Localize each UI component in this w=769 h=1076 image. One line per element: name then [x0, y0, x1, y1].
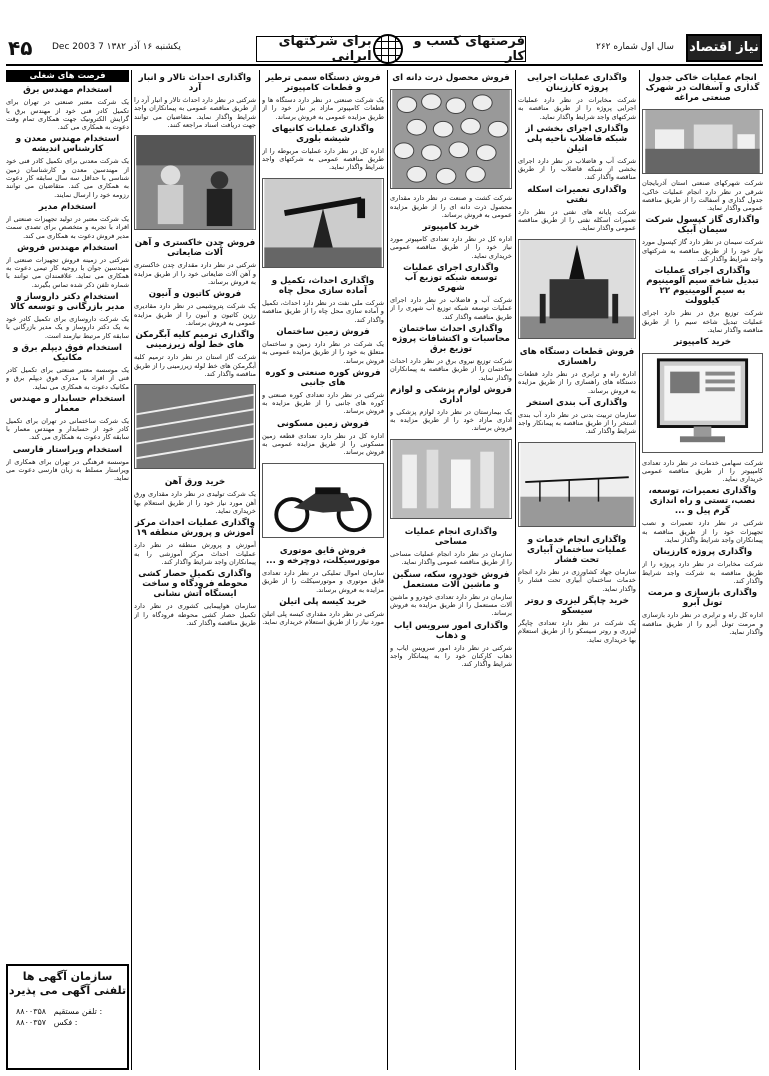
ad-box: [6, 964, 129, 1070]
article-headline: خرید کامپیوتر: [422, 222, 480, 233]
article-headline: واگذاری گاز کپسول شرکت سیمان آبیک: [645, 215, 760, 236]
col6-body: [642, 179, 763, 212]
article-headline: فروش دستگاه سمی ترطیر و قطعات کامپیوتر: [265, 73, 381, 93]
col4-mid: [390, 222, 512, 433]
fax-label: فکس :: [53, 1018, 78, 1027]
article-headline: واگذاری احداث، تکمیل و آماده سازی محل چاه: [271, 276, 375, 297]
article-body: شرکت ملی نفت در نظر دارد احداث، تکمیل و آماده سازی محل چاه را از طریق مناقصه واگذار کند.: [262, 299, 384, 324]
article-body: یک شرکت معتبر صنعتی در تهران برای تکمیل کادر فنی خود از مهندس برق با گرایش الکترونیک جهت همکاری تمام وقت دعوت به همکاری می کند.: [6, 98, 129, 132]
page-number: ۴۵: [8, 36, 33, 60]
article-headline: واگذاری عملیات اجرایی پروژه کارزینان: [527, 73, 627, 93]
col5-rest: [518, 535, 636, 644]
article-body: یک موسسه معتبر صنعتی برای تکمیل کادر فنی از افراد با مدرک فوق دیپلم برق و مکانیک دعوت به همکاری می نماید.: [6, 365, 129, 391]
article-body: یک شرکت معتبر در تولید تجهیزات صنعتی از افراد با تجربه و متخصص برای تصدی سمت مدیر فروش دعوت به همکاری می کند.: [6, 214, 129, 240]
article-body: شرکت گاز استان در نظر دارد ترمیم کلیه آبگرمکن های خط لوله زیرزمینی را از طریق مناقصه واگذار کند.: [134, 353, 256, 378]
fax-number: ۸۸۰۰۳۵۷: [16, 1018, 47, 1027]
column-5: [518, 70, 636, 1070]
article-headline: واگذاری احداث تالار و انبار آرد: [138, 73, 252, 93]
steel-sheets-photo: [134, 384, 256, 469]
globe-icon: [373, 34, 403, 64]
issue-number: سال اول شماره ۲۶۲: [596, 42, 674, 52]
article-body: سازمان در نظر دارد تعدادی خودرو و ماشین آلات مستعمل را از طریق مزایده به فروش برساند.: [390, 592, 512, 618]
article-body: شرکت شهرکهای صنعتی استان آذربایجان شرقی در نظر دارد انجام عملیات خاکی، جدول گذاری و آسفالت را از طریق مناقصه عمومی واگذار نماید.: [642, 179, 763, 213]
section-title: فرصتهای کسب و کار: [413, 34, 525, 64]
article-headline: فروش خودرو، سکه، سنگین و ماشین آلات مستعمل: [392, 569, 510, 590]
article-headline: استخدام دکتر داروساز و مدیر بازرگانی و توسعه کالا: [10, 292, 125, 313]
article-body: اداره کل در نظر دارد عملیات مربوطه را از طریق مناقصه عمومی به شرکتهای واجد شرایط واگذار نماید.: [262, 146, 384, 172]
col4-body: [390, 194, 512, 219]
col6-mid: [642, 215, 763, 347]
page-header: [6, 6, 763, 66]
article-headline: واگذاری ترمیم کلیه آبگرمکن های خط لوله زیرزمینی: [135, 330, 255, 351]
column-divider: [259, 70, 260, 1070]
article-body: شرکت مخابرات در نظر دارد پروژه را از طریق مناقصه به شرکت واجد شرایط واگذار کند.: [642, 560, 763, 585]
column-divider: [387, 70, 388, 1070]
article-headline: استخدام مهندس معدن و کارشناس اندیشه: [15, 134, 120, 155]
article-headline: فروش کاتیون و آنیون: [148, 289, 242, 300]
article-headline: استخدام مهندس برق: [23, 85, 112, 96]
article-headline: فروش زمین مسکونی: [276, 418, 370, 429]
article-body: شرکتی در نظر دارد مقداری چدن خاکستری و آهن آلات ضایعاتی خود را از طریق مزایده به فروش برساند.: [134, 261, 256, 287]
article-headline: واگذاری امور سرویس ایاب و ذهاب: [393, 620, 509, 641]
col6-rest: [642, 459, 763, 637]
article-headline: واگذاری عملیات احداث مرکز آموزش و پرورش منطقه ۱۹: [134, 518, 256, 539]
article-headline: فروش قطعات دستگاه های راهسازی: [519, 346, 635, 367]
article-body: شرکت سهامی خدمات در نظر دارد تعدادی کامپیوتر را از طریق مناقصه عمومی خریداری نماید.: [642, 458, 763, 484]
newspaper-page: [6, 6, 763, 1070]
col3-first: [262, 73, 384, 172]
article-headline: خرید چاپگر لیزری و روتر سیسکو: [525, 595, 629, 616]
issue-date: یکشنبه ۱۶ آذر ۱۳۸۲ 7 Dec 2003: [52, 42, 181, 52]
article-body: شرکت آب و فاضلاب در نظر دارد اجرای بخشی از شبکه فاضلاب را از طریق مناقصه واگذار کند.: [518, 156, 636, 182]
article-body: شرکتی در نظر دارد احداث تالار و انبار آرد را از طریق مناقصه عمومی به پیمانکاران واجد شرایط واگذار نماید. متقاضیان می توانند جهت دریافت اسناد مراجعه کنند.: [134, 96, 256, 129]
col2-mid: [134, 238, 256, 378]
article-headline: واگذاری اجرای بخشی از شبکه فاضلاب ناحیه پلی اتیلن: [525, 123, 629, 154]
motorcycle-photo: [262, 463, 384, 538]
industrial-park-photo: [642, 109, 763, 174]
section-subtitle: برای شرکتهای ایرانی: [278, 34, 372, 64]
col3-mid: [262, 276, 384, 457]
workers-photo: [134, 135, 256, 230]
col3-rest: [262, 546, 384, 626]
column-3: [262, 70, 384, 1070]
article-headline: انجام عملیات خاکی جدول گذاری و آسفالت در شهرک صنعتی مراغه: [645, 73, 760, 103]
article-body: یک بیمارستان در نظر دارد لوازم پزشکی و اداری مازاد خود را از طریق مزایده به فروش برساند.: [390, 407, 512, 433]
article-headline: واگذاری بازسازی و مرمت تونل آبرو: [647, 588, 758, 609]
column-6: [642, 70, 763, 1070]
article-headline: واگذاری تکمیل حصار کشی محوطه فرودگاه و ساخت ایستگاه آتش نشانی: [138, 569, 252, 600]
article-headline: خرید کیسه پلی اتیلن: [279, 596, 367, 607]
article-body: موسسه فرهنگی در تهران برای همکاری از ویراستار مسلط به زبان فارسی دعوت می نماید.: [6, 457, 129, 483]
column-4: [390, 70, 512, 1070]
article-headline: فروش چدن خاکستری و آهن آلات ضایعاتی: [134, 238, 256, 259]
article-body: سازمان در نظر دارد انجام عملیات مساحی را از طریق مناقصه عمومی واگذار نماید.: [390, 550, 512, 567]
article-headline: واگذاری انجام خدمات و عملیات ساختمان آبیاری تحت فشار: [527, 535, 627, 566]
column-2: [134, 70, 256, 1070]
article-body: اداره کل راه و ترابری در نظر دارد بازسازی و مرمت تونل آبرو را از طریق مناقصه واگذار نماید.: [642, 611, 763, 636]
article-headline: واگذاری آب بندی استخر: [526, 397, 628, 408]
article-headline: استخدام ویراستار فارسی: [12, 444, 123, 455]
article-body: اداره کل در نظر دارد تعدادی قطعه زمین مسکونی را از طریق مزایده عمومی به فروش برساند.: [262, 431, 384, 457]
jobs-list: [6, 85, 129, 482]
article-body: شرکت پایانه های نفتی در نظر دارد تعمیرات اسکله نفتی را از طریق مناقصه عمومی واگذار نماید.: [518, 207, 636, 233]
article-headline: واگذاری انجام عملیات مساحی: [404, 527, 498, 548]
article-body: شرکتی در نظر دارد امور سرویس ایاب و ذهاب کارکنان خود را به پیمانکار واجد شرایط واگذار کند.: [390, 643, 512, 669]
col5-mid: [518, 347, 636, 436]
article-body: اداره راه و ترابری در نظر دارد قطعات دستگاه های راهسازی را از طریق مزایده به فروش برساند.: [518, 369, 636, 395]
article-body: اداره کل در نظر دارد تعدادی کامپیوتر مورد نیاز خود را از طریق مناقصه عمومی خریداری نماید.: [390, 235, 512, 260]
article-body: شرکت کشت و صنعت در نظر دارد مقداری محصول ذرت دانه ای را از طریق مزایده عمومی به فروش برساند.: [390, 194, 512, 219]
article-headline: واگذاری تعمیرات، توسعه، نصب، تستی و راه اندازی گرم پیل و ...: [648, 486, 757, 517]
irrigation-photo: [518, 442, 636, 527]
article-body: شرکت آب و فاضلاب در نظر دارد اجرای عملیات توسعه شبکه توزیع آب شهری را از طریق مناقصه واگذار کند.: [390, 296, 512, 321]
article-body: شرکتی در نظر دارد تعدادی کوره صنعتی و کوره های جانبی را از طریق مزایده به فروش برساند.: [262, 390, 384, 416]
corn-photo: [390, 89, 512, 189]
article-body: یک شرکت در نظر دارد زمین و ساختمان متعلق به خود را از طریق مزایده عمومی به فروش برساند.: [262, 339, 384, 365]
col2-rest: [134, 477, 256, 627]
oil-rig-photo: [518, 239, 636, 339]
article-headline: فروش کوره صنعتی و کوره های جانبی: [265, 367, 381, 388]
article-body: یک شرکت صنعتی در نظر دارد دستگاه ها و قطعات کامپیوتر مازاد بر نیاز خود را از طریق مزایده عمومی به فروش برساند.: [262, 96, 384, 121]
col4-rest: [390, 527, 512, 668]
article-headline: واگذاری احداث ساختمان محاسبات و اکتشافات پروژه توزیع برق: [392, 323, 510, 354]
col5-first: [518, 73, 636, 233]
computer-photo: [642, 353, 763, 453]
article-headline: واگذاری تعمیرات اسکله نفتی: [527, 184, 627, 205]
article-headline: فروش زمین ساختمان: [276, 326, 370, 337]
article-body: یک شرکت داروسازی برای تکمیل کادر خود به یک دکتر داروساز و یک مدیر بازرگانی با سابقه کار مرتبط نیازمند است.: [6, 315, 129, 340]
article-body: یک شرکت ساختمانی در تهران برای تکمیل کادر خود از حسابدار و مهندس معمار با سابقه کار دعوت به همکاری می کند.: [6, 416, 129, 442]
article-body: شرکت مخابرات در نظر دارد عملیات اجرایی پروژه را از طریق مناقصه به شرکتهای واجد شرایط واگذار نماید.: [518, 96, 636, 121]
medical-equipment-photo: [390, 439, 512, 519]
column-jobs: [6, 70, 129, 960]
article-headline: واگذاری اجرای عملیات تبدیل شاخه سیم آلومینیوم به سیم آلومینیوم ۲۲ کیلوولت: [646, 266, 759, 307]
article-body: یک شرکت معدنی برای تکمیل کادر فنی خود از مهندسین معدن و کارشناسان زمین شناسی با حداقل سه سال سابقه کار دعوت به همکاری می کند. متقاضیان می توانند رزومه خود را ارسال نمایند.: [6, 157, 129, 199]
col4-first: [390, 73, 512, 83]
article-body: سازمان اموال تملیکی در نظر دارد تعدادی قایق موتوری و موتورسیکلت را از طریق مزایده به فروش برساند.: [262, 568, 384, 594]
article-body: آموزش و پرورش منطقه در نظر دارد عملیات احداث مرکز آموزشی را به پیمانکاران واجد شرایط واگذار کند.: [134, 541, 256, 566]
article-headline: فروش محصول ذرت دانه ای: [392, 73, 510, 83]
article-body: یک شرکت در نظر دارد تعدادی چاپگر لیزری و روتر سیسکو را از طریق استعلام بها خریداری نماید.: [518, 618, 636, 644]
article-headline: واگذاری اجرای عملیات توسعه شبکه توزیع آب شهری: [403, 263, 499, 294]
article-body: یک شرکت پتروشیمی در نظر دارد مقادیری رزین کاتیون و آنیون را از طریق مزایده عمومی به فروش برساند.: [134, 302, 256, 327]
article-body: شرکتی در نظر دارد مقداری کیسه پلی اتیلن مورد نیاز را از طریق استعلام خریداری نماید.: [262, 609, 384, 627]
article-headline: استخدام مهندس فروش: [17, 242, 118, 253]
article-body: یک شرکت تولیدی در نظر دارد مقداری ورق آهن مورد نیاز خود را از طریق استعلام بها خریداری نماید.: [134, 490, 256, 516]
column-divider: [515, 70, 516, 1070]
article-headline: استخدام فوق دیپلم برق و مکانیک: [13, 342, 122, 363]
section-jobs-title: فرصت های شغلی: [6, 70, 129, 82]
article-body: شرکت توزیع برق در نظر دارد اجرای عملیات تبدیل شاخه سیم را از طریق مناقصه واگذار نماید.: [642, 309, 763, 334]
article-body: شرکت سیمان در نظر دارد گاز کپسول مورد نیاز خود را از طریق مناقصه به شرکتهای واجد شرایط واگذار کند.: [642, 238, 763, 264]
col6-first: [642, 73, 763, 103]
phone-number: ۸۸۰۰۳۵۸: [16, 1007, 47, 1016]
article-headline: استخدام مدیر: [38, 201, 97, 212]
article-body: شرکت توزیع نیروی برق در نظر دارد احداث ساختمان را از طریق مناقصه به پیمانکاران واگذار نماید.: [390, 356, 512, 382]
article-body: سازمان جهاد کشاورزی در نظر دارد انجام خدمات ساختمان آبیاری تحت فشار را واگذار نماید.: [518, 568, 636, 593]
article-headline: فروش قایق موتوری موتورسیکلت، دوچرخه و ...: [266, 545, 380, 566]
column-divider: [131, 70, 132, 1070]
newspaper-logo: نیاز اقتصاد: [686, 34, 762, 62]
article-headline: واگذاری عملیات کانیهای شیشه بلوری: [271, 123, 375, 144]
article-headline: خرید ورق آهن: [164, 477, 226, 488]
article-headline: استخدام حسابدار و مهندس معمار: [9, 393, 126, 414]
oil-pump-photo: [262, 178, 384, 268]
ad-phones: [8, 1006, 127, 1028]
article-body: سازمان تربیت بدنی در نظر دارد آب بندی استخر را از طریق مناقصه به پیمانکار واجد شرایط واگذار کند.: [518, 410, 636, 436]
phone-label: تلفن مستقیم :: [53, 1007, 103, 1016]
article-headline: واگذاری پروژه کارزینان: [652, 547, 753, 558]
ad-line1: سازمان آگهی ها: [22, 970, 113, 983]
article-body: شرکتی در زمینه فروش تجهیزات صنعتی از مهندسین جوان با روحیه کار تیمی دعوت به همکاری می نماید. علاقمندان می توانند با شماره تلفن ذکر شده تماس بگیرند.: [6, 255, 129, 289]
article-headline: فروش لوازم پزشکی و لوازم اداری: [390, 384, 512, 405]
ad-line2: تلفنی آگهی می پذیرد: [8, 984, 127, 997]
column-divider: [639, 70, 640, 1070]
article-body: شرکتی در نظر دارد تعمیرات و نصب تجهیزات خود را از طریق مناقصه به پیمانکاران واجد شرایط واگذار نماید.: [642, 519, 763, 545]
article-headline: خرید کامپیوتر: [673, 337, 732, 348]
article-body: سازمان هواپیمایی کشوری در نظر دارد تکمیل حصار کشی محوطه فرودگاه را از طریق مناقصه واگذار کند.: [134, 602, 256, 627]
col2-first: [134, 73, 256, 129]
